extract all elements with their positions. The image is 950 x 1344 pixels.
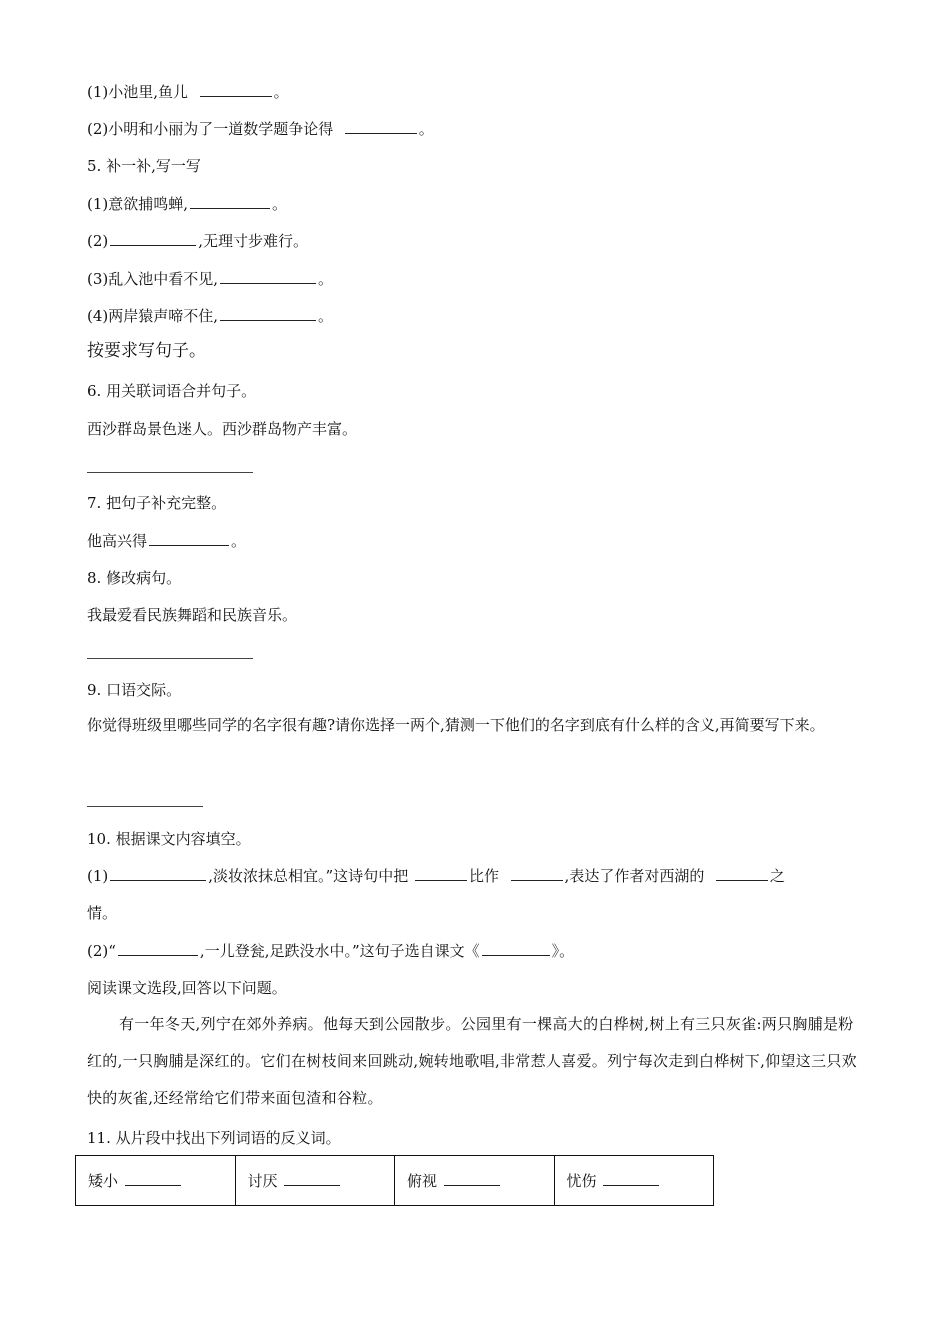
answer-blank[interactable]: [345, 119, 417, 134]
reading-intro: 阅读课文选段,回答以下问题。: [87, 979, 287, 997]
q8-title: 8. 修改病句。: [87, 569, 182, 587]
q5-item-2: (2) ,无理寸步难行。: [87, 232, 309, 250]
antonym-cell[interactable]: 讨厌: [235, 1156, 395, 1206]
answer-blank[interactable]: [110, 231, 196, 246]
antonym-cell[interactable]: 忧伤: [554, 1156, 714, 1206]
section-title: 按要求写句子。: [87, 341, 206, 361]
answer-blank[interactable]: [603, 1171, 659, 1186]
q11-title: 11. 从片段中找出下列词语的反义词。: [87, 1129, 341, 1147]
answer-blank[interactable]: [149, 531, 229, 546]
answer-blank[interactable]: [118, 941, 198, 956]
table-row: [76, 1156, 714, 1206]
q9-text: 你觉得班级里哪些同学的名字很有趣?请你选择一两个,猜测一下他们的名字到底有什么样的含义,再简要写下来。: [87, 716, 825, 734]
antonym-cell[interactable]: 矮小: [76, 1156, 236, 1206]
answer-blank[interactable]: [220, 269, 316, 284]
q6-title: 6. 用关联词语合并句子。: [87, 382, 257, 400]
answer-blank[interactable]: [190, 194, 270, 209]
answer-blank[interactable]: [415, 866, 467, 881]
answer-blank[interactable]: [200, 82, 272, 97]
q7-title: 7. 把句子补充完整。: [87, 494, 227, 512]
antonym-cell[interactable]: 俯视: [395, 1156, 555, 1206]
answer-blank[interactable]: [284, 1171, 340, 1186]
reading-passage: 有一年冬天,列宁在郊外养病。他每天到公园散步。公园里有一棵高大的白桦树,树上有三只灰雀:两只胸脯是粉红的,一只胸脯是深红的。它们在树枝间来回跳动,婉转地歌唱,非常惹人喜爱。列宁每次走到白桦树下,仰望这三只欢快的灰雀,还经常给它们带来面包渣和谷粒。: [87, 1015, 857, 1107]
q8-text: 我最爱看民族舞蹈和民族音乐。: [87, 606, 298, 624]
q10-title: 10. 根据课文内容填空。: [87, 830, 251, 848]
q4-item-1: (1)小池里,鱼儿 。: [87, 83, 289, 101]
answer-blank[interactable]: [110, 866, 206, 881]
answer-line[interactable]: [87, 806, 203, 807]
q5-item-4: (4)两岸猿声啼不住, 。: [87, 307, 334, 325]
q10-item-1: (1) ,淡妆浓抹总相宜。”这诗句中把 比作 ,表达了作者对西湖的 之: [87, 867, 785, 885]
q5-item-1: (1)意欲捕鸣蝉, 。: [87, 195, 288, 213]
antonym-table: [75, 1155, 714, 1206]
q6-text: 西沙群岛景色迷人。西沙群岛物产丰富。: [87, 420, 358, 438]
answer-blank[interactable]: [125, 1171, 181, 1186]
answer-blank[interactable]: [716, 866, 768, 881]
answer-blank[interactable]: [220, 306, 316, 321]
answer-line[interactable]: [87, 658, 253, 659]
q7-item: 他高兴得 。: [87, 532, 247, 550]
q10-item-1-cont: 情。: [87, 904, 118, 922]
answer-blank[interactable]: [444, 1171, 500, 1186]
answer-blank[interactable]: [511, 866, 563, 881]
q5-title: 5. 补一补,写一写: [87, 157, 201, 175]
q9-title: 9. 口语交际。: [87, 681, 182, 699]
q4-item-2: (2)小明和小丽为了一道数学题争论得 。: [87, 120, 434, 138]
answer-line[interactable]: [87, 472, 253, 473]
q10-item-2: (2)“ ,一儿登瓮,足跌没水中。”这句子选自课文《 》。: [87, 942, 575, 960]
answer-blank[interactable]: [482, 941, 550, 956]
q5-item-3: (3)乱入池中看不见, 。: [87, 270, 334, 288]
